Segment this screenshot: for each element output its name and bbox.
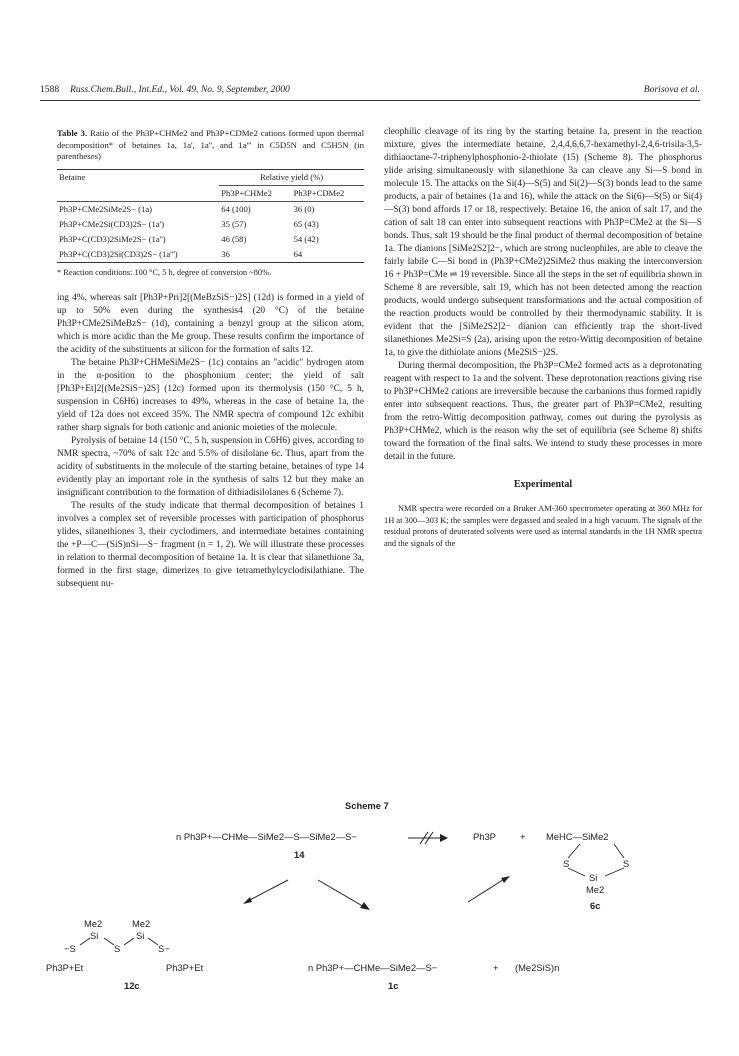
- salt-s-right: S−: [158, 943, 170, 954]
- ring-bond-2: [614, 844, 624, 858]
- scheme-title: Scheme 7: [345, 800, 389, 811]
- salt-si-b: Si: [136, 930, 145, 941]
- scheme-7: [40, 798, 700, 1038]
- plus-sign: +: [520, 831, 526, 842]
- ring-si: Si: [589, 872, 598, 883]
- salt-cation-b: Ph3P+Et: [166, 962, 204, 973]
- table-cell-betaine: Ph3P+CMe2Si(CD3)2S− (1a'): [59, 218, 165, 229]
- salt-me2-a: Me2: [84, 918, 103, 929]
- label-6c: 6c: [590, 900, 601, 911]
- section-heading-experimental: Experimental: [513, 479, 573, 490]
- page-number: 1588: [40, 84, 60, 95]
- page-header: [40, 84, 700, 100]
- table-row: [57, 217, 364, 232]
- table-cell-chme2: 46 (58): [221, 233, 247, 244]
- body-paragraph: During thermal decomposition, the Ph3P=CMe2 formed acts as a deprotonating reagent with respect to 1a and the solvent. These deprotonation reactions giving rise to Ph3P+CHMe2 cations are irreversible because the carbanions thus formed rapidly enter into subsequent reactions. Thus, the greater part of Ph3P=CMe2, resulting from the retro-Wittig decomposition pathway, comes out during the pyrolysis as Ph3P+CHMe2, which is the reason why the set of equilibria (see Scheme 8) shifts toward the formation of the final salts. We intend to study these processes in more detail in the future.: [384, 361, 702, 462]
- salt-s-left: −S: [64, 943, 76, 954]
- salt-bond-2: [104, 938, 114, 945]
- table-header-betaine: Betaine: [57, 169, 219, 185]
- table-3: [57, 169, 364, 263]
- plus-sign: +: [493, 962, 499, 973]
- left-column: [57, 128, 364, 591]
- table-header-cdme2: Ph3P+CDMe2: [293, 187, 345, 198]
- table-cell-cdme2: 64: [292, 247, 364, 263]
- salt-si-a: Si: [90, 930, 99, 941]
- formula-me2sis-n: (Me2SiS)n: [515, 962, 560, 973]
- table-row: [57, 232, 364, 247]
- ring-s-right: S: [623, 858, 630, 869]
- salt-s-mid: S: [114, 943, 121, 954]
- arrow-to-1c: [318, 880, 366, 908]
- table-header-chme2: Ph3P+CHMe2: [221, 187, 272, 198]
- salt-bond-4: [148, 938, 158, 945]
- arrow-to-1c-head: [360, 902, 370, 910]
- table-row: [57, 247, 364, 263]
- journal-citation: Russ.Chem.Bull., Int.Ed., Vol. 49, No. 9, September, 2000: [70, 84, 290, 95]
- body-paragraph: ing 4%, whereas salt [Ph3P+Pri]2[(MeBzSiS−)2S] (12d) is formed in a yield of up to 50% even during the synthesis4 (20 °C) of the betaine Ph3P+CMe2SiMeBzS− (1d), containing a benzyl group at the silicon atom, which is more acidic than the Me group. These results confirm the importance of the acidity of the substituents at silicon for the formation of salts 12.: [57, 292, 364, 355]
- table-caption-text: Ratio of the Ph3P+CHMe2 and Ph3P+CDMe2 cations formed upon thermal decomposition* of betaines 1a, 1a', 1a'', and 1a''' in C5D5N and C5H5N (in parentheses): [57, 128, 365, 161]
- label-1c: 1c: [388, 980, 399, 991]
- table-cell-chme2: 36: [219, 247, 291, 263]
- body-paragraph: The betaine Ph3P+CHMeSiMe2S− (1c) contains an "acidic" hydrogen atom in the α-position to the phosphonium center; the yield of salt [Ph3P+Et]2[(Me2SiS−)2S] (12c) formed upon its thermolysis (150 °C, 5 h, suspension in C6H6) increases to 49%, whereas in the case of betaine 1a, the yield of 12a does not exceed 35%. The NMR spectra of compound 12c exhibit rather sharp signals for both cationic and anionic moieties of the molecule.: [57, 357, 364, 433]
- header-rule: [40, 100, 700, 101]
- body-paragraph: Pyrolysis of betaine 14 (150 °C, 5 h, suspension in C6H6) gives, according to NMR spectra, ~70% of salt 12c and 5.5% of disilolane 6c. Thus, apart from the acidity of substituents in the molecule of the starting betaine, betaines of type 14 evidently play an important role in the synthesis of salts 12 but they make an insignificant contribution to the formation of dithiadisilolanes 6 (Scheme 7).: [57, 435, 364, 498]
- experimental-paragraph: NMR spectra were recorded on a Bruker AM-360 spectrometer operating at 360 MHz for 1H at 300—303 K; the samples were degassed and sealed in a high vacuum. The signals of the residual protons of deuterated solvents were used as internal standards in the 1H NMR spectra and the signals of the: [384, 504, 702, 548]
- table-row: [57, 201, 364, 217]
- body-paragraph: cleophilic cleavage of its ring by the starting betaine 1a, present in the reaction mixture, gives the intermediate betaine, 2,4,4,6,6,7-hexamethyl-2,4,6-trisila-3,5-dithiaoctane-7-triphenylphosphonio-2-thiolate (15) (Scheme 8). The phosphorus ylide arising simultaneously with silanethione 3a can cleave any Si—S bond in molecule 15. The attacks on the Si(4)—S(5) and Si(2)—S(3) bonds lead to the same products, a pair of betaines (1a and 16), while the attack on the Si(6)—S(5) or Si(4)—S(3) bond affords 17 or 18, respectively. Betaine 16, the anion of salt 17, and the cation of salt 18 can enter into subsequent reactions with Ph3P=CMe2 at the Si—S bonds. Thus, salt 19 should be the final product of thermal decomposition of betaine 1a. The dianions [SiMe2S2]2−, which are strong nucleophiles, are able to cleave the fairly labile C—Si bond in (Ph3P+CMe2)2SiMe2 thus making the interconversion 16 + Ph3P=CMe ⇌ 19 reversible. Since all the steps in the set of equilibria shown in Scheme 8 are reversible, salt 19, which has not been detected among the reaction products, would undergo subsequent transformations and the actual composition of the reaction products would be controlled by their thermodynamic stability. It is evident that the [SiMe2S2]2− dianion can efficiently trap the short-lived silanethiones Me2Si=S (2a), arising upon the retro-Wittig decomposition of betaine 1a, to give the dithiolate anions (Me2SiS−)2S.: [384, 127, 702, 358]
- salt-bond-1: [80, 938, 90, 945]
- arrow-to-12c: [246, 880, 288, 902]
- arrow-to-6c-head: [501, 876, 510, 883]
- table-cell-betaine: Ph3P+CMe2SiMe2S− (1a): [57, 201, 219, 217]
- table-caption: [57, 128, 364, 163]
- table-cell-chme2: 64 (100): [219, 201, 291, 217]
- formula-14: n Ph3P+—CHMe—SiMe2—S—SiMe2—S−: [176, 831, 357, 842]
- salt-bond-3: [124, 938, 134, 945]
- table-cell-cdme2: 65 (43): [293, 218, 319, 229]
- arrow-to-12c-head: [243, 897, 252, 904]
- label-14: 14: [294, 849, 305, 860]
- table-caption-label: Table 3.: [57, 128, 88, 138]
- formula-ph3p: Ph3P: [473, 831, 496, 842]
- blocked-arrow-head: [440, 834, 448, 842]
- salt-me2-b: Me2: [132, 918, 151, 929]
- table-cell-betaine: Ph3P+C(CD3)2SiMe2S− (1a''): [59, 233, 166, 244]
- ring-top: MeHC—SiMe2: [546, 831, 609, 842]
- formula-1c: n Ph3P+—CHMe—SiMe2—S−: [308, 962, 438, 973]
- arrow-to-6c: [468, 878, 506, 902]
- right-column: [384, 126, 702, 549]
- ring-bond-3: [568, 868, 585, 876]
- running-authors: Borisova et al.: [643, 84, 700, 95]
- table-cell-betaine: Ph3P+C(CD3)2Si(CD3)2S− (1a'''): [57, 247, 219, 263]
- ring-s-left: S: [563, 858, 570, 869]
- ring-me2: Me2: [586, 884, 605, 895]
- body-paragraph: The results of the study indicate that thermal decomposition of betaines 1 involves a complex set of reversible processes with participation of phosphorus ylides, silanethiones 3, their cyclodimers, and intermediate betaines containing the +P—C—(SiS)nSi—S− fragment (n = 1, 2). We will illustrate these processes in relation to thermal decomposition of betaine 1a. It is clear that silanethione 3a, formed in the first stage, dimerizes to give tetramethylcyclodisilathiane. The subsequent nu-: [57, 500, 364, 589]
- table-header-relative-yield: Relative yield (%): [219, 169, 364, 185]
- salt-cation-a: Ph3P+Et: [46, 962, 84, 973]
- ring-bond-4: [605, 868, 624, 876]
- label-12c: 12c: [124, 980, 140, 991]
- table-cell-cdme2: 54 (42): [293, 233, 319, 244]
- table-cell-cdme2: 36 (0): [292, 201, 364, 217]
- ring-bond-1: [568, 844, 580, 858]
- table-footnote: * Reaction conditions: 100 °C, 5 h, degree of conversion ~80%.: [57, 267, 272, 277]
- table-cell-chme2: 35 (57): [221, 218, 247, 229]
